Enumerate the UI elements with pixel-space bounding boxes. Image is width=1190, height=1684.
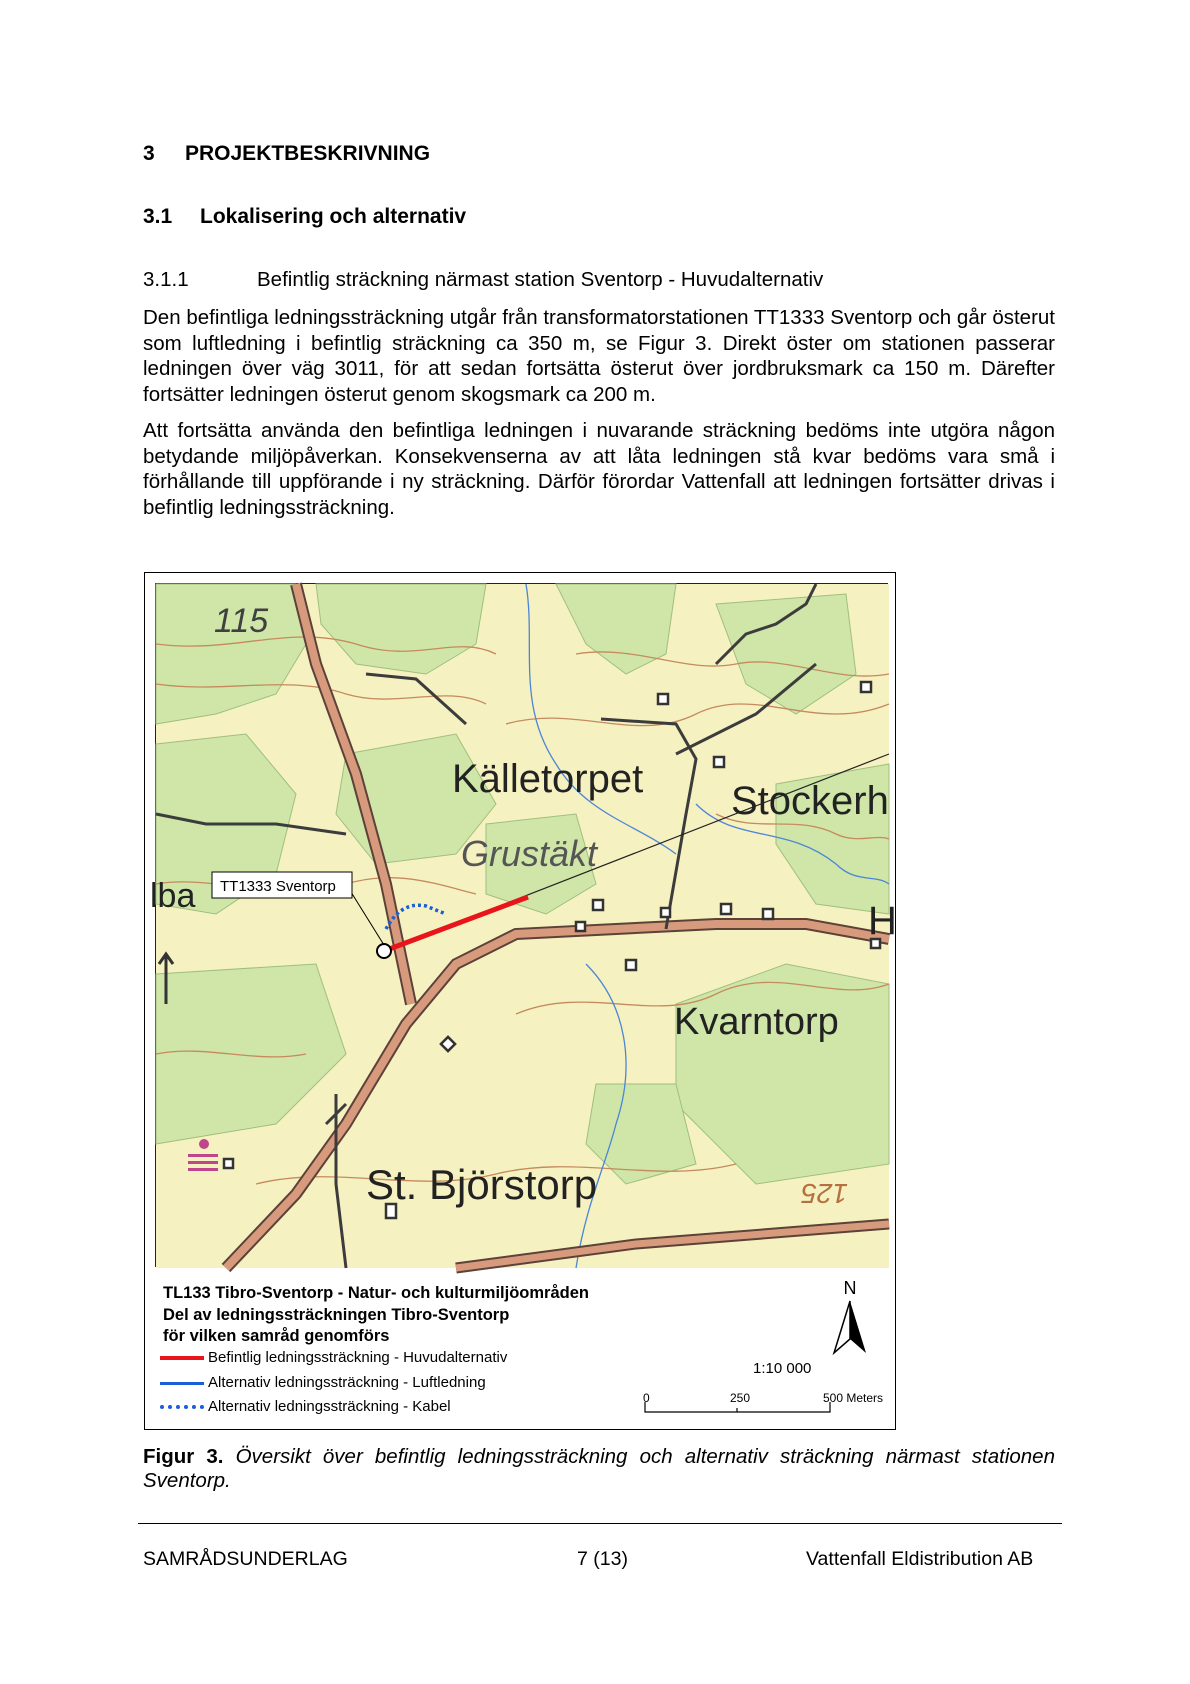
heading-1-number: 3 (143, 142, 155, 165)
legend-item-label: Alternativ ledningssträckning - Luftledning (208, 1374, 486, 1391)
legend-title-line-2: Del av ledningssträckningen Tibro-Sventorp (163, 1305, 510, 1324)
heading-1 (143, 142, 430, 166)
legend-item-label: Alternativ ledningssträckning - Kabel (208, 1398, 451, 1415)
map-label-kalletorpet: Källetorpet (452, 757, 644, 801)
legend-swatch-blue-solid (160, 1382, 204, 1385)
map-label-elevation-1: 115 (214, 602, 269, 640)
scale-label-250: 250 (730, 1391, 751, 1405)
map-label-elevation-2: 125 (801, 1178, 848, 1209)
station-marker (377, 944, 391, 958)
scale-ratio: 1:10 000 (753, 1360, 812, 1377)
heading-1-text: PROJEKTBESKRIVNING (185, 142, 431, 165)
footer-divider (138, 1523, 1062, 1524)
map (150, 583, 897, 1267)
map-canvas (150, 584, 897, 1268)
caption-text: Översikt över befintlig ledningssträckning och alternativ sträckning närmast stationen Sventorp. (143, 1445, 1055, 1492)
scale-bar (640, 1400, 840, 1414)
heading-3-text: Befintlig sträckning närmast station Sventorp - Huvudalternativ (257, 268, 824, 291)
footer-right: Vattenfall Eldistribution AB (806, 1548, 1034, 1570)
map-label-grustakt: Grustäkt (461, 833, 598, 874)
legend-title-line-3: för vilken samråd genomförs (163, 1327, 390, 1345)
paragraph-1: Den befintliga ledningssträckning utgår från transformatorstationen TT1333 Sventorp och går österut som luftledning i befintlig sträckning ca 350 m, se Figur 3. Direkt öster om stationen passerar ledningen över väg 3011, för att sedan fortsätta österut över jordbruksmark ca 150 m. Därefter fortsätter ledningen österut genom skogsmark ca 200 m. (143, 306, 1055, 406)
legend-item-label: Befintlig ledningssträckning - Huvudalternativ (208, 1349, 508, 1366)
north-arrow-icon (830, 1299, 870, 1355)
heading-3 (143, 268, 823, 292)
map-label-edge-left: lba (150, 877, 196, 915)
caption-label: Figur 3. (143, 1445, 224, 1468)
figure-caption (143, 1445, 1055, 1493)
station-callout-label: TT1333 Sventorp (220, 878, 336, 895)
scale-label-500: 500 Meters (823, 1391, 884, 1405)
footer-page-number: 7 (13) (577, 1548, 628, 1570)
map-label-stockerh: Stockerh (731, 779, 889, 823)
scale-label-0: 0 (643, 1391, 650, 1405)
paragraph-2: Att fortsätta använda den befintliga ledningen i nuvarande sträckning bedöms inte utgöra någon betydande miljöpåverkan. Konsekvenserna av att låta ledningen stå kvar bedöms vara små i förhållande till uppförande i ny sträckning. Därför förordar Vattenfall att ledningen fortsätter drivas i befintlig ledningssträckning. (143, 419, 1055, 519)
legend-title (163, 1283, 589, 1348)
legend-swatch-blue-dotted (160, 1405, 204, 1409)
map-label-kvarntorp: Kvarntorp (674, 1001, 839, 1043)
heading-2-text: Lokalisering och alternativ (200, 205, 467, 228)
heading-2 (143, 205, 466, 229)
heading-3-number: 3.1.1 (143, 268, 189, 291)
heading-2-number: 3.1 (143, 205, 173, 228)
map-label-st-bjorstorp: St. Björstorp (366, 1161, 598, 1208)
legend-swatch-red-solid (160, 1356, 204, 1360)
legend-item-cable (160, 1397, 451, 1417)
legend-title-line-1: TL133 Tibro-Sventorp - Natur- och kulturmiljöområden (163, 1284, 589, 1302)
north-arrow (830, 1278, 870, 1360)
north-label: N (843, 1278, 857, 1298)
footer-left: SAMRÅDSUNDERLAG (143, 1548, 348, 1570)
legend-item-overhead (160, 1373, 486, 1393)
legend-item-existing (160, 1348, 507, 1368)
map-label-edge-right: H (868, 899, 897, 943)
